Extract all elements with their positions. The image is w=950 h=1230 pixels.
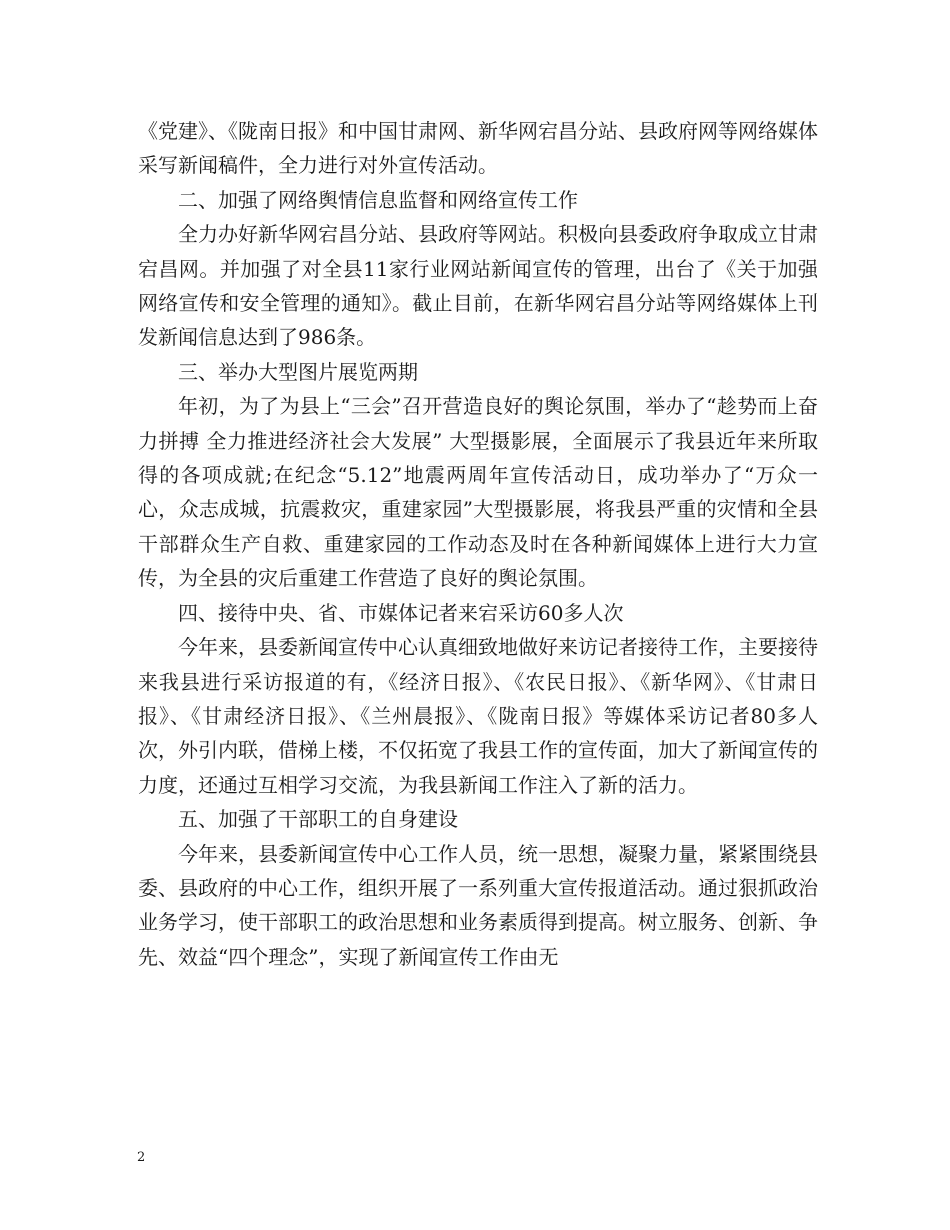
section-heading-3: 三、举办大型图片展览两期 <box>178 359 418 384</box>
paragraph-2: 全力办好新华网宕昌分站、县政府等网站。积极向县委政府争取成立甘肃宕昌网。并加强了对全县11家行业网站新闻宣传的管理，出台了《关于加强网络宣传和安全管理的通知》。截止目前，在新华网宕昌分站等网络媒体上刊发新闻信息达到了986条。 <box>138 222 818 350</box>
section-heading-5: 五、加强了干部职工的自身建设 <box>178 807 458 832</box>
paragraph-3: 年初，为了为县上“三会”召开营造良好的舆论氛围，举办了“趁势而上奋力拼搏 全力推进经济社会大发展” 大型摄影展，全面展示了我县近年来所取得的各项成就;在纪念“5.12”地震两周年宣传活动日，成功举办了“万众一心，众志成城，抗震救灾，重建家园”大型摄影展，将我县严重的灾情和全县干部群众生产自救、重建家园的工作动态及时在各种新闻媒体上进行大力宣传，为全县的灾后重建工作营造了良好的舆论氛围。 <box>138 394 818 591</box>
paragraph-1: 《党建》、《陇南日报》和中国甘肃网、新华网宕昌分站、县政府网等网络媒体采写新闻稿件，全力进行对外宣传活动。 <box>138 119 818 178</box>
section-heading-2: 二、加强了网络舆情信息监督和网络宣传工作 <box>178 187 578 212</box>
paragraph-5: 今年来，县委新闻宣传中心工作人员，统一思想，凝聚力量，紧紧围绕县委、县政府的中心工作，组织开展了一系列重大宣传报道活动。通过狠抓政治业务学习，使干部职工的政治思想和业务素质得到提高。树立服务、创新、争先、效益“四个理念”，实现了新闻宣传工作由无 <box>138 841 818 969</box>
page-number: 2 <box>137 1150 146 1165</box>
document-body <box>138 114 818 974</box>
paragraph-4: 今年来，县委新闻宣传中心认真细致地做好来访记者接待工作，主要接待来我县进行采访报道的有，《经济日报》、《农民日报》、《新华网》、《甘肃日报》、《甘肃经济日报》、《兰州晨报》、《陇南日报》等媒体采访记者80多人次，外引内联，借梯上楼，不仅拓宽了我县工作的宣传面，加大了新闻宣传的力度，还通过互相学习交流，为我县新闻工作注入了新的活力。 <box>138 635 818 797</box>
section-heading-4: 四、接待中央、省、市媒体记者来宕采访60多人次 <box>178 600 624 625</box>
